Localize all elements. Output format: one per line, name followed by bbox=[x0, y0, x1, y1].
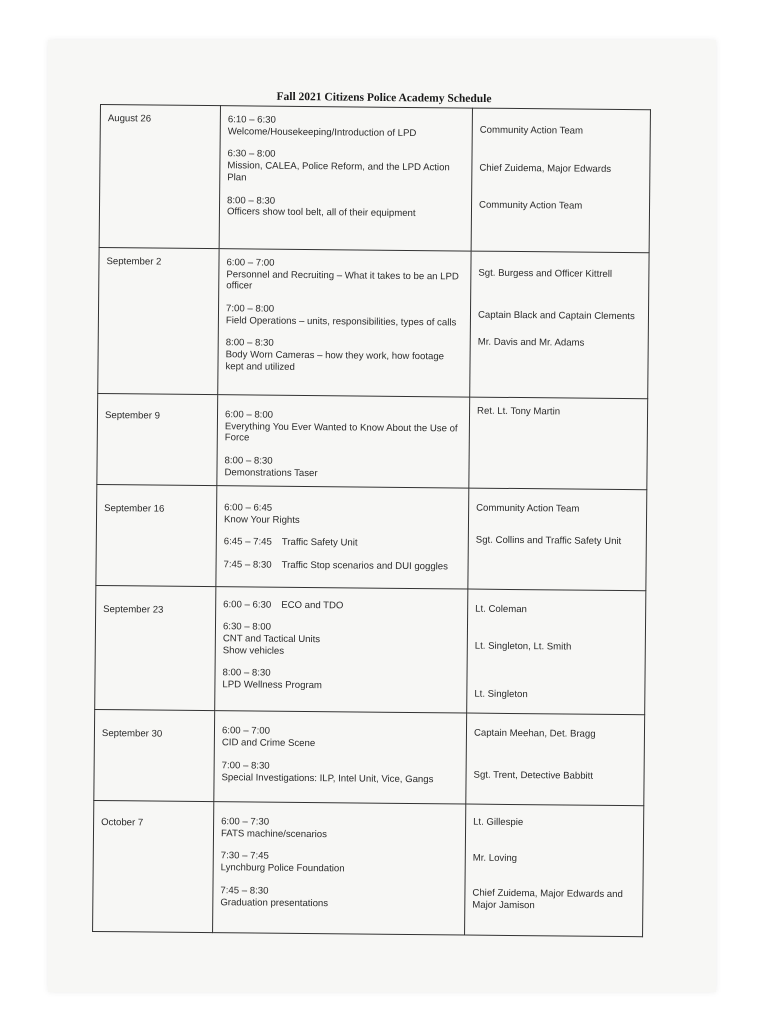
date-cell: September 2 bbox=[98, 247, 219, 394]
session-topic: Officers show tool belt, all of their equipment bbox=[226, 206, 416, 220]
presenter-cell bbox=[471, 108, 650, 253]
session-time: 6:45 – 7:45 bbox=[223, 536, 272, 549]
session-time: 7:30 – 7:45 bbox=[220, 850, 269, 863]
session-topic: Graduation presentations bbox=[220, 896, 329, 909]
topic-cell bbox=[216, 486, 469, 589]
schedule-row bbox=[98, 247, 649, 398]
presenter-cell bbox=[469, 397, 648, 490]
presenter: Lt. Singleton bbox=[474, 688, 528, 701]
session-topic: Traffic Safety Unit bbox=[281, 537, 358, 549]
session-entry bbox=[221, 760, 458, 786]
date-cell: September 23 bbox=[95, 585, 216, 711]
presenter: Ret. Lt. Tony Martin bbox=[477, 405, 561, 418]
session-time: 6:00 – 7:30 bbox=[221, 816, 270, 828]
presenter: Community Action Team bbox=[476, 502, 580, 515]
session-entry bbox=[224, 559, 461, 573]
session-entry bbox=[225, 409, 462, 446]
schedule-row bbox=[93, 801, 644, 937]
session-topic: Personnel and Recruiting – What it takes to be an LPD officer bbox=[226, 268, 459, 292]
session-entry bbox=[222, 668, 459, 694]
session-topic: LPD Wellness Program bbox=[222, 679, 323, 692]
session-topic: Everything You Ever Wanted to Know About the Use of Force bbox=[224, 420, 458, 444]
presenter: Chief Zuidema, Major Edwards and Major Jamison bbox=[472, 888, 623, 912]
presenter-cell bbox=[467, 589, 646, 716]
topic-cell bbox=[213, 802, 466, 935]
session-topic: FATS machine/scenarios bbox=[220, 827, 327, 840]
session-time: 7:45 – 8:30 bbox=[223, 559, 272, 571]
session-entry bbox=[224, 502, 461, 528]
topic-cell bbox=[215, 586, 468, 713]
session-topic: CID and Crime Scene bbox=[221, 737, 316, 750]
presenter: Mr. Davis and Mr. Adams bbox=[477, 336, 585, 350]
session-time: 6:30 – 8:00 bbox=[227, 148, 276, 161]
session-topic: Traffic Stop scenarios and DUI goggles bbox=[281, 559, 449, 573]
session-time: 8:00 – 8:30 bbox=[224, 455, 273, 467]
session-time: 6:00 – 7:00 bbox=[226, 257, 275, 269]
session-time: 7:45 – 8:30 bbox=[220, 885, 269, 897]
presenter: Mr. Loving bbox=[472, 852, 518, 864]
presenter: Captain Black and Captain Clements bbox=[477, 309, 635, 322]
presenter-cell bbox=[466, 714, 645, 806]
session-time: 6:00 – 8:00 bbox=[224, 409, 274, 421]
presenter-cell bbox=[470, 251, 649, 399]
session-topic: ECO and TDO bbox=[281, 599, 344, 612]
session-time: 6:10 – 6:30 bbox=[227, 114, 276, 126]
date-cell: October 7 bbox=[93, 801, 214, 933]
presenter: Community Action Team bbox=[478, 200, 583, 213]
presenter: Sgt. Trent, Detective Babbitt bbox=[473, 769, 594, 782]
presenter: Chief Zuidema, Major Edwards bbox=[479, 162, 612, 175]
date-cell: September 30 bbox=[94, 710, 215, 802]
session-entry bbox=[223, 599, 460, 613]
session-time: 8:00 – 8:30 bbox=[225, 337, 274, 350]
schedule-row bbox=[95, 585, 646, 715]
presenter-cell bbox=[465, 804, 644, 937]
session-entry bbox=[221, 851, 458, 877]
session-time: 8:00 – 8:30 bbox=[227, 194, 276, 207]
date-cell: September 16 bbox=[96, 484, 217, 586]
session-entry bbox=[223, 622, 460, 659]
presenter: Captain Meehan, Det. Bragg bbox=[473, 728, 596, 741]
session-time: 6:30 – 8:00 bbox=[222, 621, 272, 634]
presenter: Community Action Team bbox=[479, 124, 584, 137]
topic-cell bbox=[217, 395, 470, 489]
presenter: Lt. Gillespie bbox=[473, 816, 524, 829]
session-entry bbox=[222, 726, 459, 752]
schedule-row bbox=[99, 105, 650, 253]
session-topic: Demonstrations Taser bbox=[224, 466, 318, 479]
session-entry bbox=[226, 257, 463, 294]
session-topic: Field Operations – units, responsibilities, types of calls bbox=[225, 314, 457, 329]
session-topic: Welcome/Housekeeping/Introduction of LPD bbox=[227, 125, 417, 139]
date-cell: August 26 bbox=[99, 105, 220, 249]
presenter: Lt. Coleman bbox=[475, 603, 527, 615]
session-entry bbox=[228, 114, 465, 140]
session-topic: Mission, CALEA, Police Reform, and the LPD Action Plan bbox=[227, 160, 450, 184]
document-title: Fall 2021 Citizens Police Academy Schedule bbox=[276, 90, 492, 106]
session-entry bbox=[225, 338, 462, 375]
session-time: 8:00 – 8:30 bbox=[222, 667, 271, 680]
schedule-row bbox=[97, 393, 648, 489]
schedule-row bbox=[94, 710, 645, 806]
session-topic: Special Investigations: ILP, Intel Unit, Vice, Gangs bbox=[221, 771, 434, 785]
session-time: 6:00 – 7:00 bbox=[221, 725, 271, 738]
topic-cell bbox=[214, 711, 467, 804]
presenter-cell bbox=[468, 488, 647, 590]
session-entry bbox=[224, 455, 461, 481]
session-entry bbox=[227, 195, 464, 221]
schedule-row bbox=[96, 484, 647, 590]
presenter: Sgt. Burgess and Officer Kittrell bbox=[478, 267, 613, 280]
topic-cell bbox=[219, 106, 472, 251]
date-cell: September 9 bbox=[97, 393, 218, 485]
session-entry bbox=[224, 537, 461, 551]
presenter: Sgt. Collins and Traffic Safety Unit bbox=[475, 534, 622, 547]
session-time: 7:00 – 8:30 bbox=[221, 760, 270, 772]
session-topic: Lynchburg Police Foundation bbox=[220, 862, 345, 875]
session-time: 6:00 – 6:30 bbox=[223, 598, 272, 611]
session-entry bbox=[227, 149, 464, 186]
topic-cell bbox=[218, 249, 471, 397]
session-topic: Body Worn Cameras – how they work, how footage kept and utilized bbox=[225, 349, 445, 373]
session-time: 7:00 – 8:00 bbox=[225, 303, 275, 315]
session-entry bbox=[220, 885, 457, 911]
session-entry bbox=[226, 303, 463, 329]
presenter: Lt. Singleton, Lt. Smith bbox=[474, 640, 572, 653]
session-time: 6:00 – 6:45 bbox=[224, 502, 273, 514]
session-topic: CNT and Tactical Units Show vehicles bbox=[222, 633, 321, 657]
session-entry bbox=[221, 816, 458, 842]
session-topic: Know Your Rights bbox=[223, 513, 300, 526]
schedule-table bbox=[92, 104, 651, 937]
